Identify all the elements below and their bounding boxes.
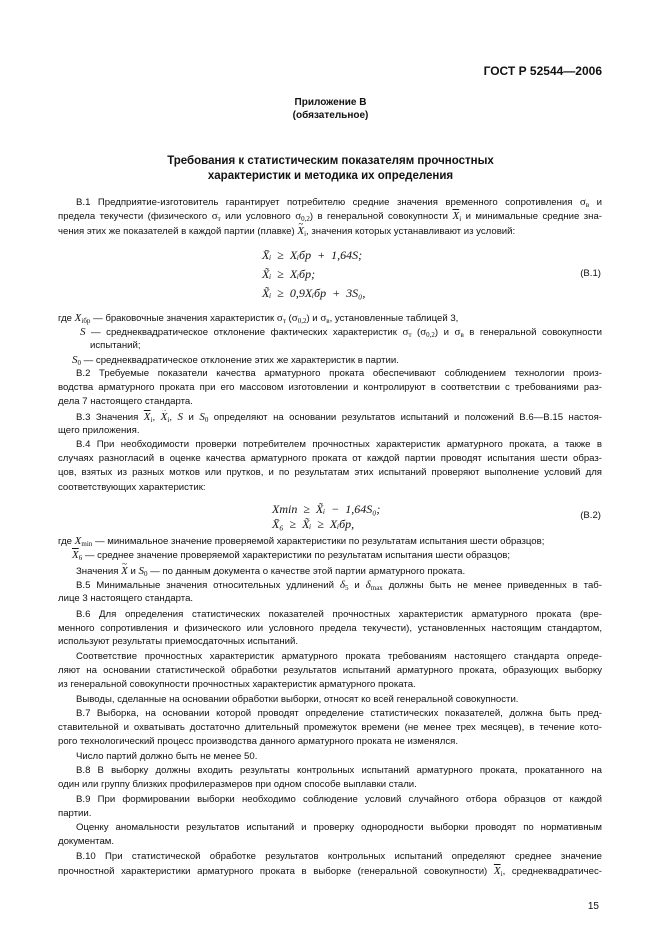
formula-b2-row: X̄₆ ≥ X̃ᵢ ≥ Xᵢбр, bbox=[272, 517, 355, 531]
math-symbol-base: σ bbox=[454, 326, 461, 338]
text-run: и минимальные средние зна- bbox=[461, 211, 602, 222]
formula-b1-row: X̄ᵢ ≥ Xᵢбр + 1,64S; bbox=[262, 248, 363, 262]
math-symbol-base: X bbox=[74, 535, 82, 547]
text-run: В.9 При формировании выборки необходимо соблюдение условий случайного отбора образцов от каждой bbox=[76, 794, 602, 805]
text-run: один или группу близких профилеразмеров при одном способе выплавки стали. bbox=[58, 779, 417, 790]
text-run: , значения которых устанавливают из условий: bbox=[306, 226, 516, 237]
formula-b2-row: Xmin ≥ X̃ᵢ − 1,64S₀; bbox=[272, 502, 381, 516]
text-run: цов, взятых из разных мотков или прутков, и по результатам этих испытаний проверяют выполнение условий для bbox=[58, 467, 602, 478]
math-symbol-subscript: т bbox=[217, 215, 221, 223]
math-symbol bbox=[121, 565, 128, 577]
math-symbol bbox=[580, 196, 589, 208]
formula-b1-row: X̃ᵢ ≥ Xᵢбр; bbox=[262, 267, 316, 281]
math-symbol-base: $\overline{X}$ bbox=[452, 210, 460, 222]
text-line bbox=[58, 424, 140, 438]
text-run: Значения bbox=[76, 566, 122, 577]
math-symbol bbox=[320, 312, 329, 324]
text-line bbox=[58, 534, 544, 548]
text-line bbox=[76, 195, 602, 209]
math-symbol-base: ~ X bbox=[297, 225, 304, 237]
text-run: где bbox=[58, 536, 75, 547]
text-run: и bbox=[348, 580, 366, 591]
page-number: 15 bbox=[587, 901, 599, 912]
math-symbol-base: S bbox=[72, 354, 78, 366]
text-run: — минимальное значение проверяемой характеристики по результатам испытания шести образцов; bbox=[92, 536, 545, 547]
text-line bbox=[76, 707, 602, 721]
text-line bbox=[76, 608, 602, 622]
text-run: — среднеквадратическое отклонение этих же характеристик в партии. bbox=[81, 355, 399, 366]
appendix-status: (обязательное) bbox=[292, 110, 369, 121]
appendix-title: Приложение В bbox=[294, 97, 367, 108]
math-symbol-subscript: 0 bbox=[77, 359, 81, 367]
math-symbol bbox=[161, 411, 170, 423]
text-run: — браковочные значения характеристик bbox=[90, 313, 277, 324]
text-run: В.8 В выборку должны входить результаты контрольных испытаний арматурного проката, прокатанного на bbox=[76, 765, 602, 776]
math-symbol-base: X bbox=[74, 312, 82, 324]
text-line bbox=[76, 367, 602, 381]
math-symbol-subscript: в bbox=[585, 201, 590, 209]
math-symbol bbox=[455, 326, 464, 338]
text-line bbox=[58, 778, 417, 792]
math-symbol-subscript: i bbox=[150, 416, 153, 424]
text-line bbox=[58, 452, 602, 466]
text-line bbox=[90, 339, 141, 353]
text-line bbox=[58, 381, 602, 395]
text-run: случаях разногласий в оценке качества арматурного проката от каждой партии проводят испытания шести образ- bbox=[58, 453, 602, 464]
math-symbol-subscript: i bbox=[304, 230, 307, 238]
text-run: и bbox=[182, 412, 200, 423]
text-run: водства арматурного проката при его массовом изготовлении и контролируют в соответствии с требованиями раз- bbox=[58, 382, 602, 393]
text-run: Соответствие прочностных характеристик арматурного проката требованиям настоящего стандарта опреде- bbox=[76, 651, 602, 662]
text-run: и bbox=[127, 566, 139, 577]
text-run: партии. bbox=[58, 808, 92, 819]
section-heading-line1: Требования к статистическим показателям прочностных bbox=[167, 155, 494, 167]
text-run: ) в генеральной совокупности bbox=[309, 211, 453, 222]
text-run: щего приложения. bbox=[58, 425, 140, 436]
text-run: — среднеквадратическое отклонение фактических характеристик bbox=[85, 327, 403, 338]
text-line bbox=[80, 325, 602, 339]
text-run: В.4 При необходимости проверки потребителем прочностных характеристик арматурного проката, а также в bbox=[76, 439, 602, 450]
text-run: В.2 Требуемые показатели качества арматурного проката обеспечивают соблюдением технологии произ- bbox=[76, 368, 602, 379]
math-symbol bbox=[297, 225, 306, 237]
math-symbol-base: S bbox=[199, 411, 205, 423]
text-run: предела текучести (физического bbox=[58, 211, 212, 222]
math-symbol bbox=[452, 210, 461, 222]
text-line bbox=[58, 807, 91, 821]
math-symbol-subscript: т bbox=[408, 331, 412, 339]
math-symbol-subscript: в bbox=[460, 331, 464, 339]
text-line bbox=[58, 395, 193, 409]
math-symbol-subscript: i bbox=[167, 416, 170, 424]
text-run: или условного bbox=[220, 211, 296, 222]
text-run: В.6 Для определения статистических показателей прочностных характеристик арматурного проката (вре- bbox=[76, 609, 602, 620]
math-symbol-base: σ bbox=[420, 326, 427, 338]
text-run: должны быть не менее приведенных в таб- bbox=[382, 580, 602, 591]
math-symbol-base: σ bbox=[320, 312, 327, 324]
section-heading-line2: характеристик и методика их определения bbox=[207, 170, 454, 182]
math-symbol bbox=[292, 312, 307, 324]
math-symbol-base: ~ X bbox=[121, 565, 128, 577]
math-symbol-base: $\overline{X}$ bbox=[72, 549, 79, 561]
text-line bbox=[58, 592, 193, 606]
math-symbol bbox=[420, 326, 435, 338]
text-line bbox=[76, 650, 602, 664]
text-line bbox=[58, 678, 416, 692]
math-symbol bbox=[75, 312, 91, 324]
text-run: В.3 Значения bbox=[76, 412, 144, 423]
text-run: где bbox=[58, 313, 75, 324]
text-run: ляют на основании статистической обработки результатов испытаний арматурного проката, образующих выборку bbox=[58, 665, 602, 676]
text-line bbox=[58, 721, 602, 735]
text-run: рого технологический процесс производства данного арматурного проката не изменялся. bbox=[58, 736, 458, 747]
text-line bbox=[58, 635, 298, 649]
text-line bbox=[58, 481, 206, 495]
math-symbol-base: σ bbox=[579, 196, 586, 208]
formula-b1-row: X̃ᵢ ≥ 0,9Xᵢбр + 3S₀, bbox=[262, 286, 366, 300]
text-run: В.5 Минимальные значения относительных удлинений bbox=[76, 580, 340, 591]
text-line bbox=[72, 353, 399, 367]
text-run: В.7 Выборка, на основании которой проводят определение статистических показателей, должна быть пред- bbox=[76, 708, 602, 719]
text-run: — по данным документа о качестве этой партии арматурного проката. bbox=[147, 566, 466, 577]
math-symbol-base: S bbox=[138, 565, 145, 577]
text-run: испытаний; bbox=[90, 340, 141, 351]
text-run: Оценку аномальности результатов испытаний и проверку однородности выборки проводят по нормативным bbox=[76, 822, 602, 833]
text-run: Выводы, сделанные на основании обработки выборки, относят ко всей генеральной совокупности. bbox=[76, 694, 519, 705]
document-id: ГОСТ Р 52544—2006 bbox=[483, 64, 602, 78]
math-symbol-subscript: 6 bbox=[78, 554, 83, 562]
math-symbol bbox=[75, 535, 93, 547]
math-symbol-subscript: 0 bbox=[204, 416, 209, 424]
math-symbol-base: $\overline{X}$ bbox=[493, 865, 501, 877]
math-symbol bbox=[72, 549, 82, 561]
math-symbol-base: S bbox=[177, 411, 183, 423]
text-line bbox=[76, 438, 602, 452]
text-line bbox=[72, 548, 510, 562]
text-run: , среднеквадратичес- bbox=[502, 866, 602, 877]
math-symbol-base: δ bbox=[365, 579, 371, 591]
text-run: менного сопротивления и физического или условного предела текучести), установленных настоящим стандартом, bbox=[58, 623, 602, 634]
text-line bbox=[58, 224, 515, 238]
text-line bbox=[76, 578, 602, 592]
math-symbol-base: σ bbox=[291, 312, 298, 324]
text-line bbox=[58, 864, 602, 878]
text-run: Число партий должно быть не менее 50. bbox=[76, 751, 258, 762]
math-symbol-base: σ bbox=[211, 210, 218, 222]
text-line bbox=[76, 764, 602, 778]
math-symbol-subscript: i bbox=[500, 870, 503, 878]
math-symbol-base: ~ X bbox=[161, 411, 168, 423]
math-symbol-subscript: 0,2 bbox=[301, 215, 310, 223]
math-symbol-base: δ bbox=[339, 579, 345, 591]
text-line bbox=[58, 466, 602, 480]
text-line bbox=[76, 564, 465, 578]
text-run: чения этих же показателей в каждой партии (плавке) bbox=[58, 226, 298, 237]
text-run: ставительной и охватывать достаточно длительный промежуток времени (не менее трех месяцев), в течение кото- bbox=[58, 722, 602, 733]
text-run: и bbox=[589, 197, 602, 208]
text-run: соответствующих характеристик: bbox=[58, 482, 206, 493]
math-symbol bbox=[72, 354, 81, 366]
text-run: документам. bbox=[58, 836, 115, 847]
math-symbol-subscript: min bbox=[81, 540, 93, 548]
text-run: определяют на основании результатов испытаний и положений В.6—В.15 настоя- bbox=[208, 412, 602, 423]
math-symbol-subscript: в bbox=[326, 317, 330, 325]
text-run: из генеральной совокупности прочностных характеристик арматурного проката. bbox=[58, 679, 416, 690]
text-run: В.1 Предприятие-изготовитель гарантирует потребителю средние значения временного сопротивления bbox=[76, 197, 580, 208]
text-line bbox=[76, 410, 602, 424]
math-symbol-base: σ bbox=[276, 312, 283, 324]
math-symbol bbox=[366, 579, 383, 591]
text-run: в генеральной совокупности bbox=[463, 327, 602, 338]
text-line bbox=[58, 664, 602, 678]
text-run: , bbox=[169, 412, 178, 423]
math-symbol bbox=[212, 210, 221, 222]
math-symbol-base: σ bbox=[295, 210, 302, 222]
math-symbol-subscript: i bbox=[459, 215, 462, 223]
text-line bbox=[76, 693, 518, 707]
text-run: ) и bbox=[306, 313, 321, 324]
math-symbol bbox=[494, 865, 503, 877]
text-line bbox=[58, 735, 458, 749]
math-symbol-subscript: 0,2 bbox=[426, 331, 435, 339]
text-line bbox=[76, 750, 257, 764]
math-symbol bbox=[199, 411, 208, 423]
text-run: используют результаты приемосдаточных испытаний. bbox=[58, 636, 299, 647]
text-run: дела 7 настоящего стандарта. bbox=[58, 396, 193, 407]
math-symbol-base: $\overline{X}$ bbox=[143, 411, 151, 423]
text-run: — среднее значение проверяемой характеристики по результатам испытания шести образцов; bbox=[82, 550, 511, 561]
math-symbol bbox=[277, 312, 286, 324]
formula-b1-label: (В.1) bbox=[580, 268, 601, 279]
text-line bbox=[76, 850, 602, 864]
math-symbol-subscript: max bbox=[370, 584, 383, 592]
math-symbol-subscript: т bbox=[282, 317, 286, 325]
text-line bbox=[76, 793, 602, 807]
formula-b2-label: (В.2) bbox=[580, 510, 601, 521]
text-line bbox=[58, 622, 602, 636]
text-run: В.10 При статистической обработке результатов контрольных испытаний определяют среднее значение bbox=[76, 851, 602, 862]
text-line bbox=[58, 209, 602, 223]
text-line bbox=[58, 311, 458, 325]
text-run: ) и bbox=[434, 327, 455, 338]
math-symbol-subscript: 0 bbox=[144, 570, 148, 578]
text-line bbox=[58, 835, 114, 849]
math-symbol bbox=[139, 565, 148, 577]
text-run: , установленные таблицей 3, bbox=[329, 313, 459, 324]
text-run: ( bbox=[285, 313, 292, 324]
text-run: прочностной характеристики арматурного проката в выборке (генеральной совокупности) bbox=[58, 866, 494, 877]
math-symbol-subscript: 5 bbox=[344, 584, 349, 592]
text-run: , bbox=[152, 412, 161, 423]
text-run: лице 3 настоящего стандарта. bbox=[58, 593, 194, 604]
math-symbol-base: σ bbox=[402, 326, 409, 338]
math-symbol-base: S bbox=[80, 326, 86, 338]
text-run: ( bbox=[411, 327, 421, 338]
text-line bbox=[76, 821, 602, 835]
math-symbol-subscript: iбр bbox=[81, 317, 91, 325]
math-symbol-subscript: 0,2 bbox=[297, 317, 307, 325]
math-symbol bbox=[403, 326, 412, 338]
